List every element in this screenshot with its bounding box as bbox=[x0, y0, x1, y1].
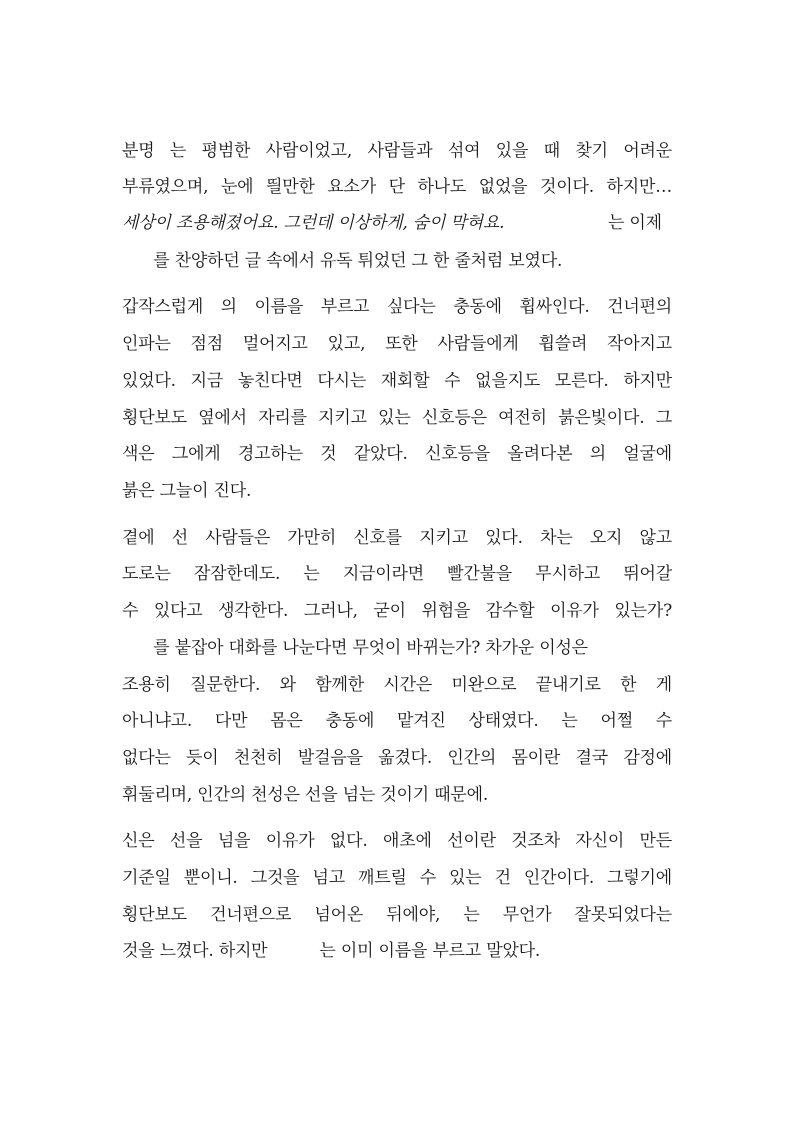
text-line: 있었다. 지금 놓친다면 다시는 재회할 수 없을지도 모른다. 하지만 bbox=[122, 371, 672, 391]
text-line: 갑작스럽게 의 이름을 부르고 싶다는 충동에 휩싸인다. 건너편의 bbox=[122, 297, 672, 317]
text-line: 를 붙잡아 대화를 나눈다면 무엇이 바뀌는가? 차가운 이성은 bbox=[122, 638, 588, 658]
text-line: 아니냐고. 다만 몸은 충동에 맡겨진 상태였다. 는 어쩔 수 bbox=[122, 711, 672, 731]
text-line: 는 이제 bbox=[608, 213, 662, 233]
italic-quote: 세상이 조용해졌어요. 그런데 이상하게, 숨이 막혀요. bbox=[122, 213, 505, 233]
text-line: 횡단보도 건너편으로 넘어온 뒤에야, 는 무언가 잘못되었다는 bbox=[122, 905, 672, 925]
text-line: 것을 느꼈다. 하지만 는 이미 이름을 부르고 말았다. bbox=[122, 941, 541, 961]
text-line: 휘둘리며, 인간의 천성은 선을 넘는 것이기 때문에. bbox=[122, 785, 489, 805]
text-line: 수 있다고 생각한다. 그러나, 굳이 위험을 감수할 이유가 있는가? bbox=[122, 601, 672, 621]
text-line: 인파는 점점 멀어지고 있고, 또한 사람들에게 휩쓸려 작아지고 bbox=[122, 334, 672, 354]
text-line: 조용히 질문한다. 와 함께한 시간은 미완으로 끝내기로 한 게 bbox=[122, 675, 672, 695]
text-line: 분명 는 평범한 사람이었고, 사람들과 섞여 있을 때 찾기 어려운 bbox=[122, 141, 672, 161]
text-line: 횡단보도 옆에서 자리를 지키고 있는 신호등은 여전히 붉은빛이다. 그 bbox=[122, 408, 672, 428]
text-line: 없다는 듯이 천천히 발걸음을 옮겼다. 인간의 몸이란 결국 감정에 bbox=[122, 748, 672, 768]
text-line: 를 찬양하던 글 속에서 유독 튀었던 그 한 줄처럼 보였다. bbox=[122, 251, 563, 271]
text-line: 신은 선을 넘을 이유가 없다. 애초에 선이란 것조차 자신이 만든 bbox=[122, 831, 672, 851]
text-line: 기준일 뿐이니. 그것을 넘고 깨트릴 수 있는 건 인간이다. 그렇기에 bbox=[122, 868, 672, 888]
text-line: 부류였으며, 눈에 띌만한 요소가 단 하나도 없었을 것이다. 하지만… bbox=[122, 177, 672, 197]
text-line: 색은 그에게 경고하는 것 같았다. 신호등을 올려다본 의 얼굴에 bbox=[122, 444, 672, 464]
text-line: 곁에 선 사람들은 가만히 신호를 지키고 있다. 차는 오지 않고 bbox=[122, 528, 672, 548]
text-line: 붉은 그늘이 진다. bbox=[122, 481, 252, 501]
text-line: 도로는 잠잠한데도. 는 지금이라면 빨간불을 무시하고 뛰어갈 bbox=[122, 564, 672, 584]
